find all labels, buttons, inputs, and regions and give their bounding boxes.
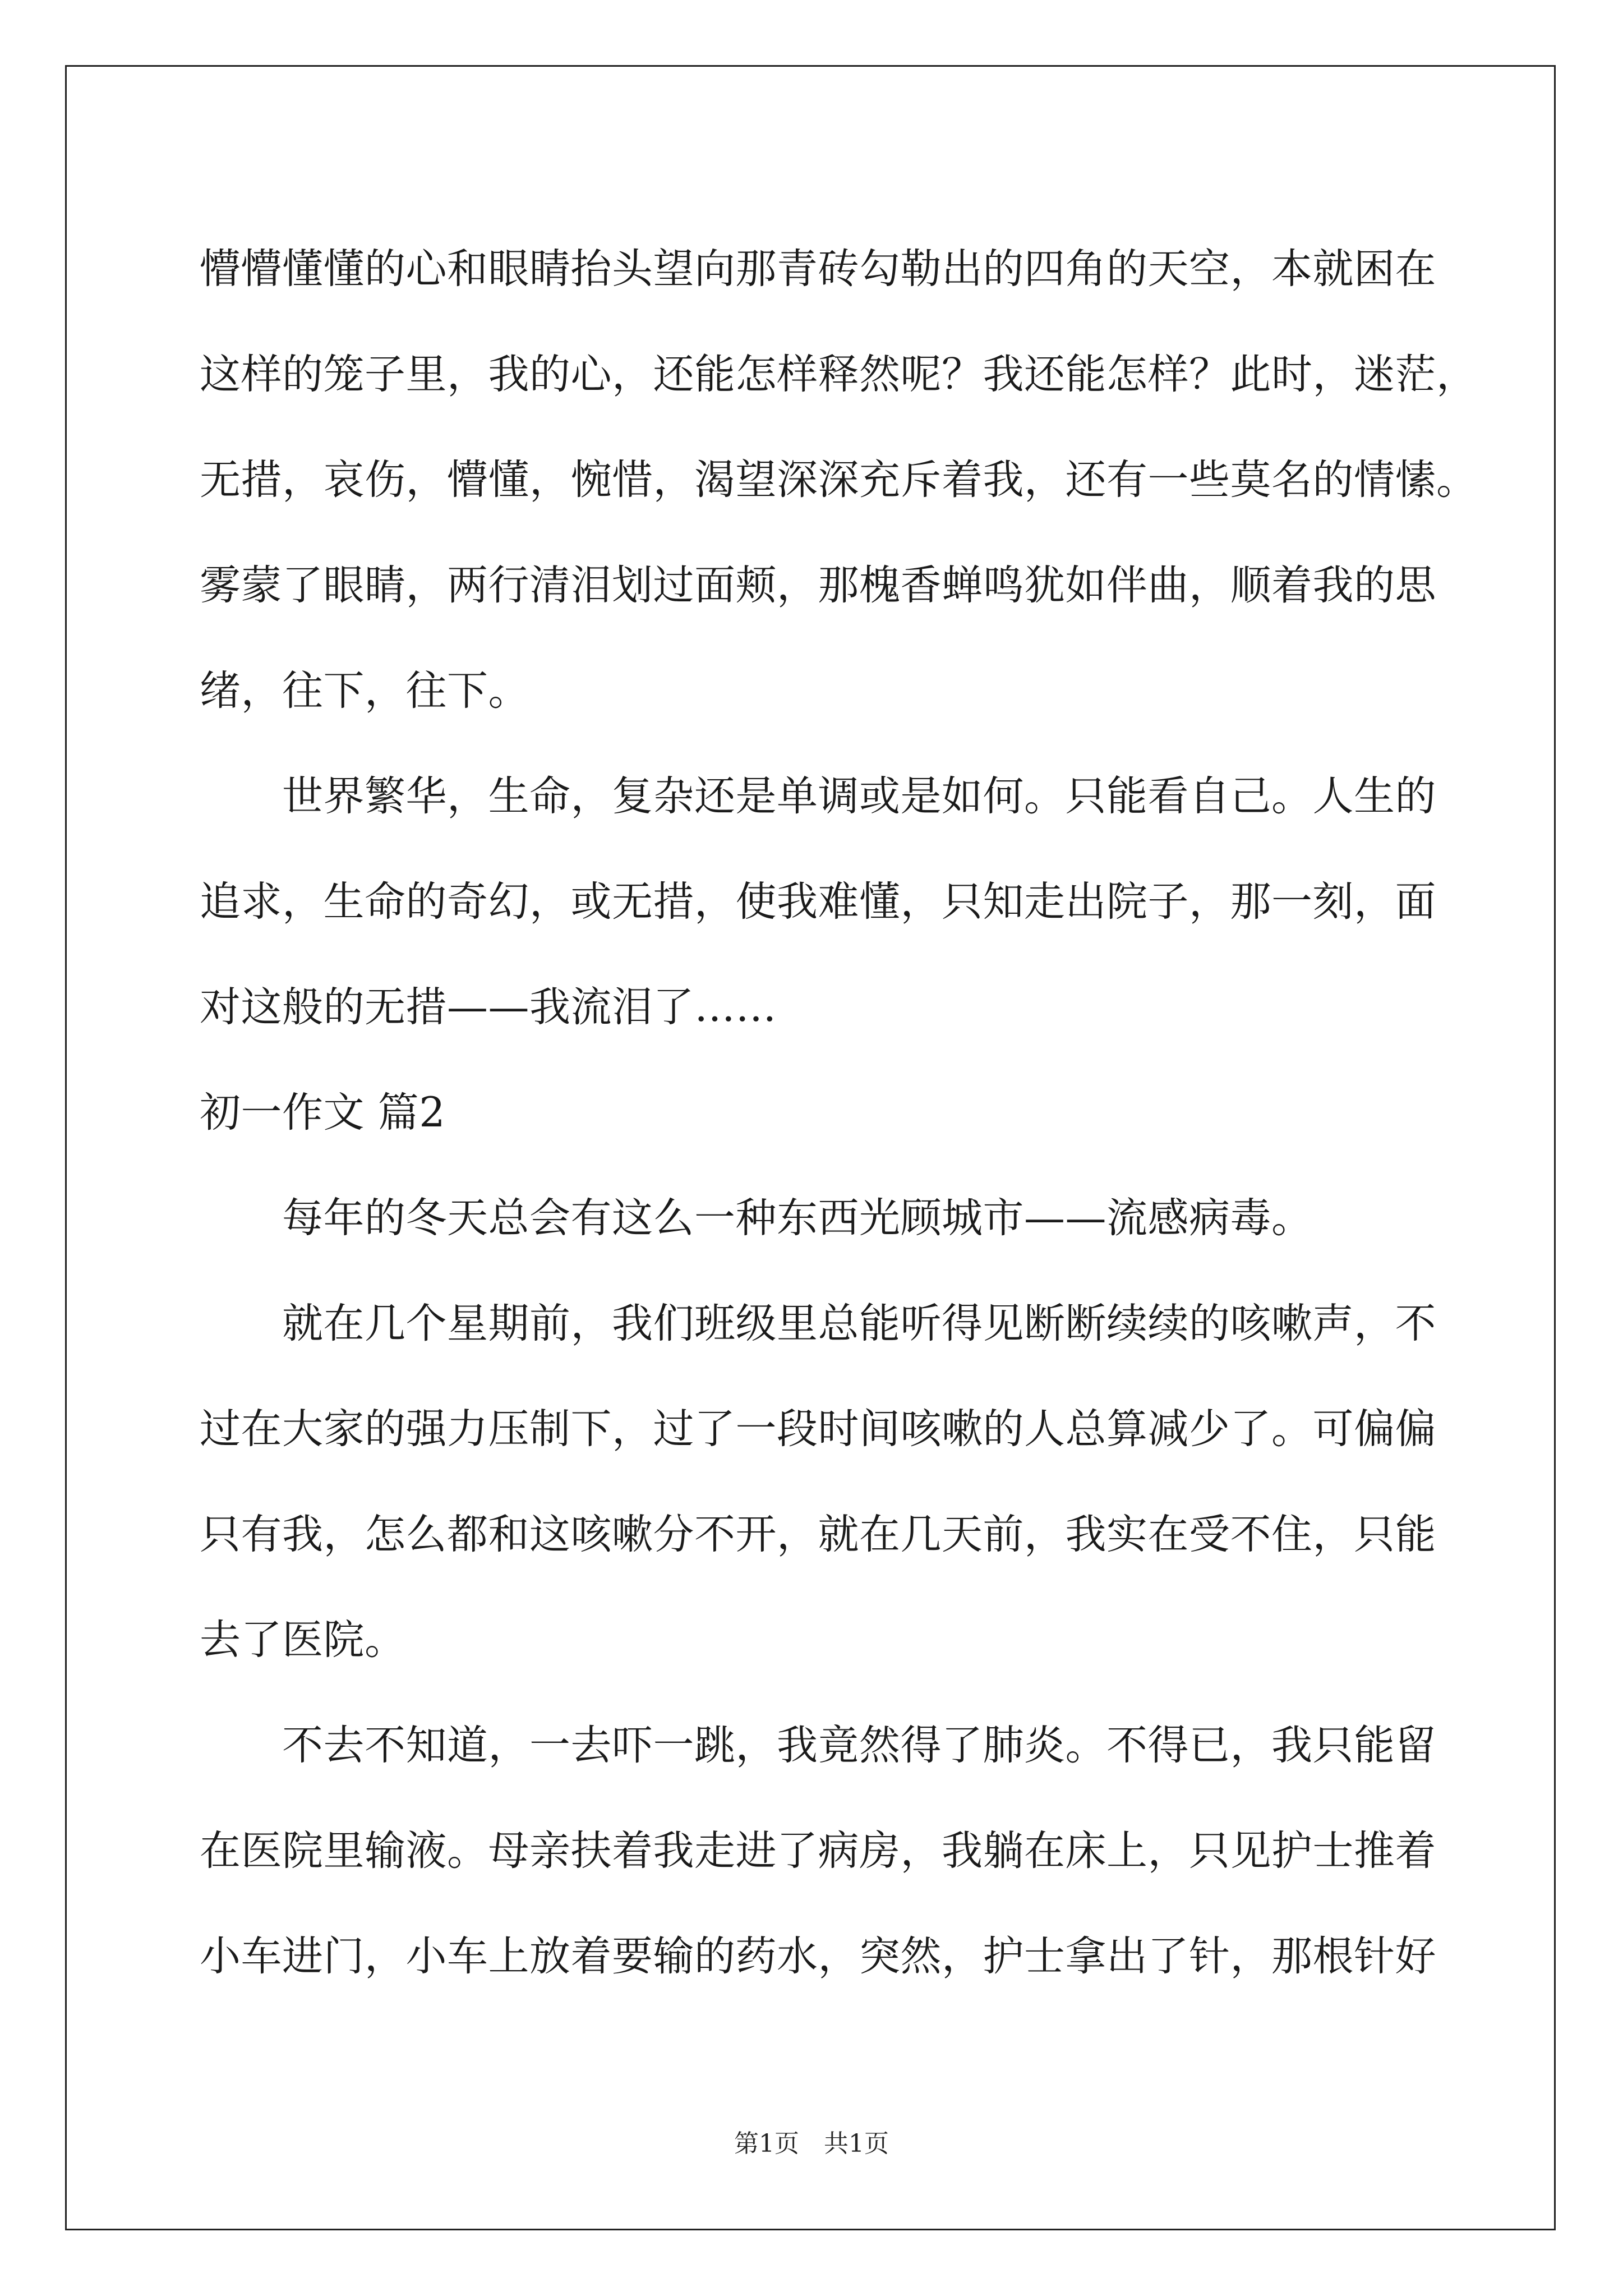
text-line: 这样的笼子里，我的心，还能怎样释然呢？我还能怎样？此时，迷茫， — [200, 351, 1478, 398]
section-heading: 初一作文 篇2 — [200, 1089, 446, 1137]
text-line: 懵懵懂懂的心和眼睛抬头望向那青砖勾勒出的四角的天空，本就困在 — [200, 245, 1436, 293]
text-line: 就在几个星期前，我们班级里总能听得见断断续续的咳嗽声，不 — [200, 1300, 1436, 1347]
text-line: 世界繁华，生命，复杂还是单调或是如何。只能看自己。人生的 — [200, 772, 1436, 820]
text-line: 不去不知道，一去吓一跳，我竟然得了肺炎。不得已，我只能留 — [200, 1722, 1436, 1769]
text-line: 在医院里输液。母亲扶着我走进了病房，我躺在床上，只见护士推着 — [200, 1827, 1436, 1875]
text-line: 绪，往下，往下。 — [200, 667, 529, 715]
text-line: 追求，生命的奇幻，或无措，使我难懂，只知走出院子，那一刻，面 — [200, 878, 1436, 926]
text-line: 每年的冬天总会有这么一种东西光顾城市——流感病毒。 — [200, 1194, 1313, 1242]
text-line: 无措，哀伤，懵懂，惋惜，渴望深深充斥着我，还有一些莫名的情愫。 — [200, 456, 1478, 504]
text-line: 去了医院。 — [200, 1616, 406, 1664]
document-body — [200, 217, 1484, 2009]
text-line: 只有我，怎么都和这咳嗽分不开，就在几天前，我实在受不住，只能 — [200, 1511, 1436, 1558]
text-line: 过在大家的强力压制下，过了一段时间咳嗽的人总算减少了。可偏偏 — [200, 1405, 1436, 1453]
text-line: 小车进门，小车上放着要输的药水，突然，护士拿出了针，那根针好 — [200, 1932, 1436, 1980]
text-line: 雾蒙了眼睛，两行清泪划过面颊，那槐香蝉鸣犹如伴曲，顺着我的思 — [200, 562, 1436, 609]
text-line: 对这般的无措——我流泪了…… — [200, 983, 777, 1031]
page-footer: 第1页 共1页 — [734, 2129, 889, 2158]
